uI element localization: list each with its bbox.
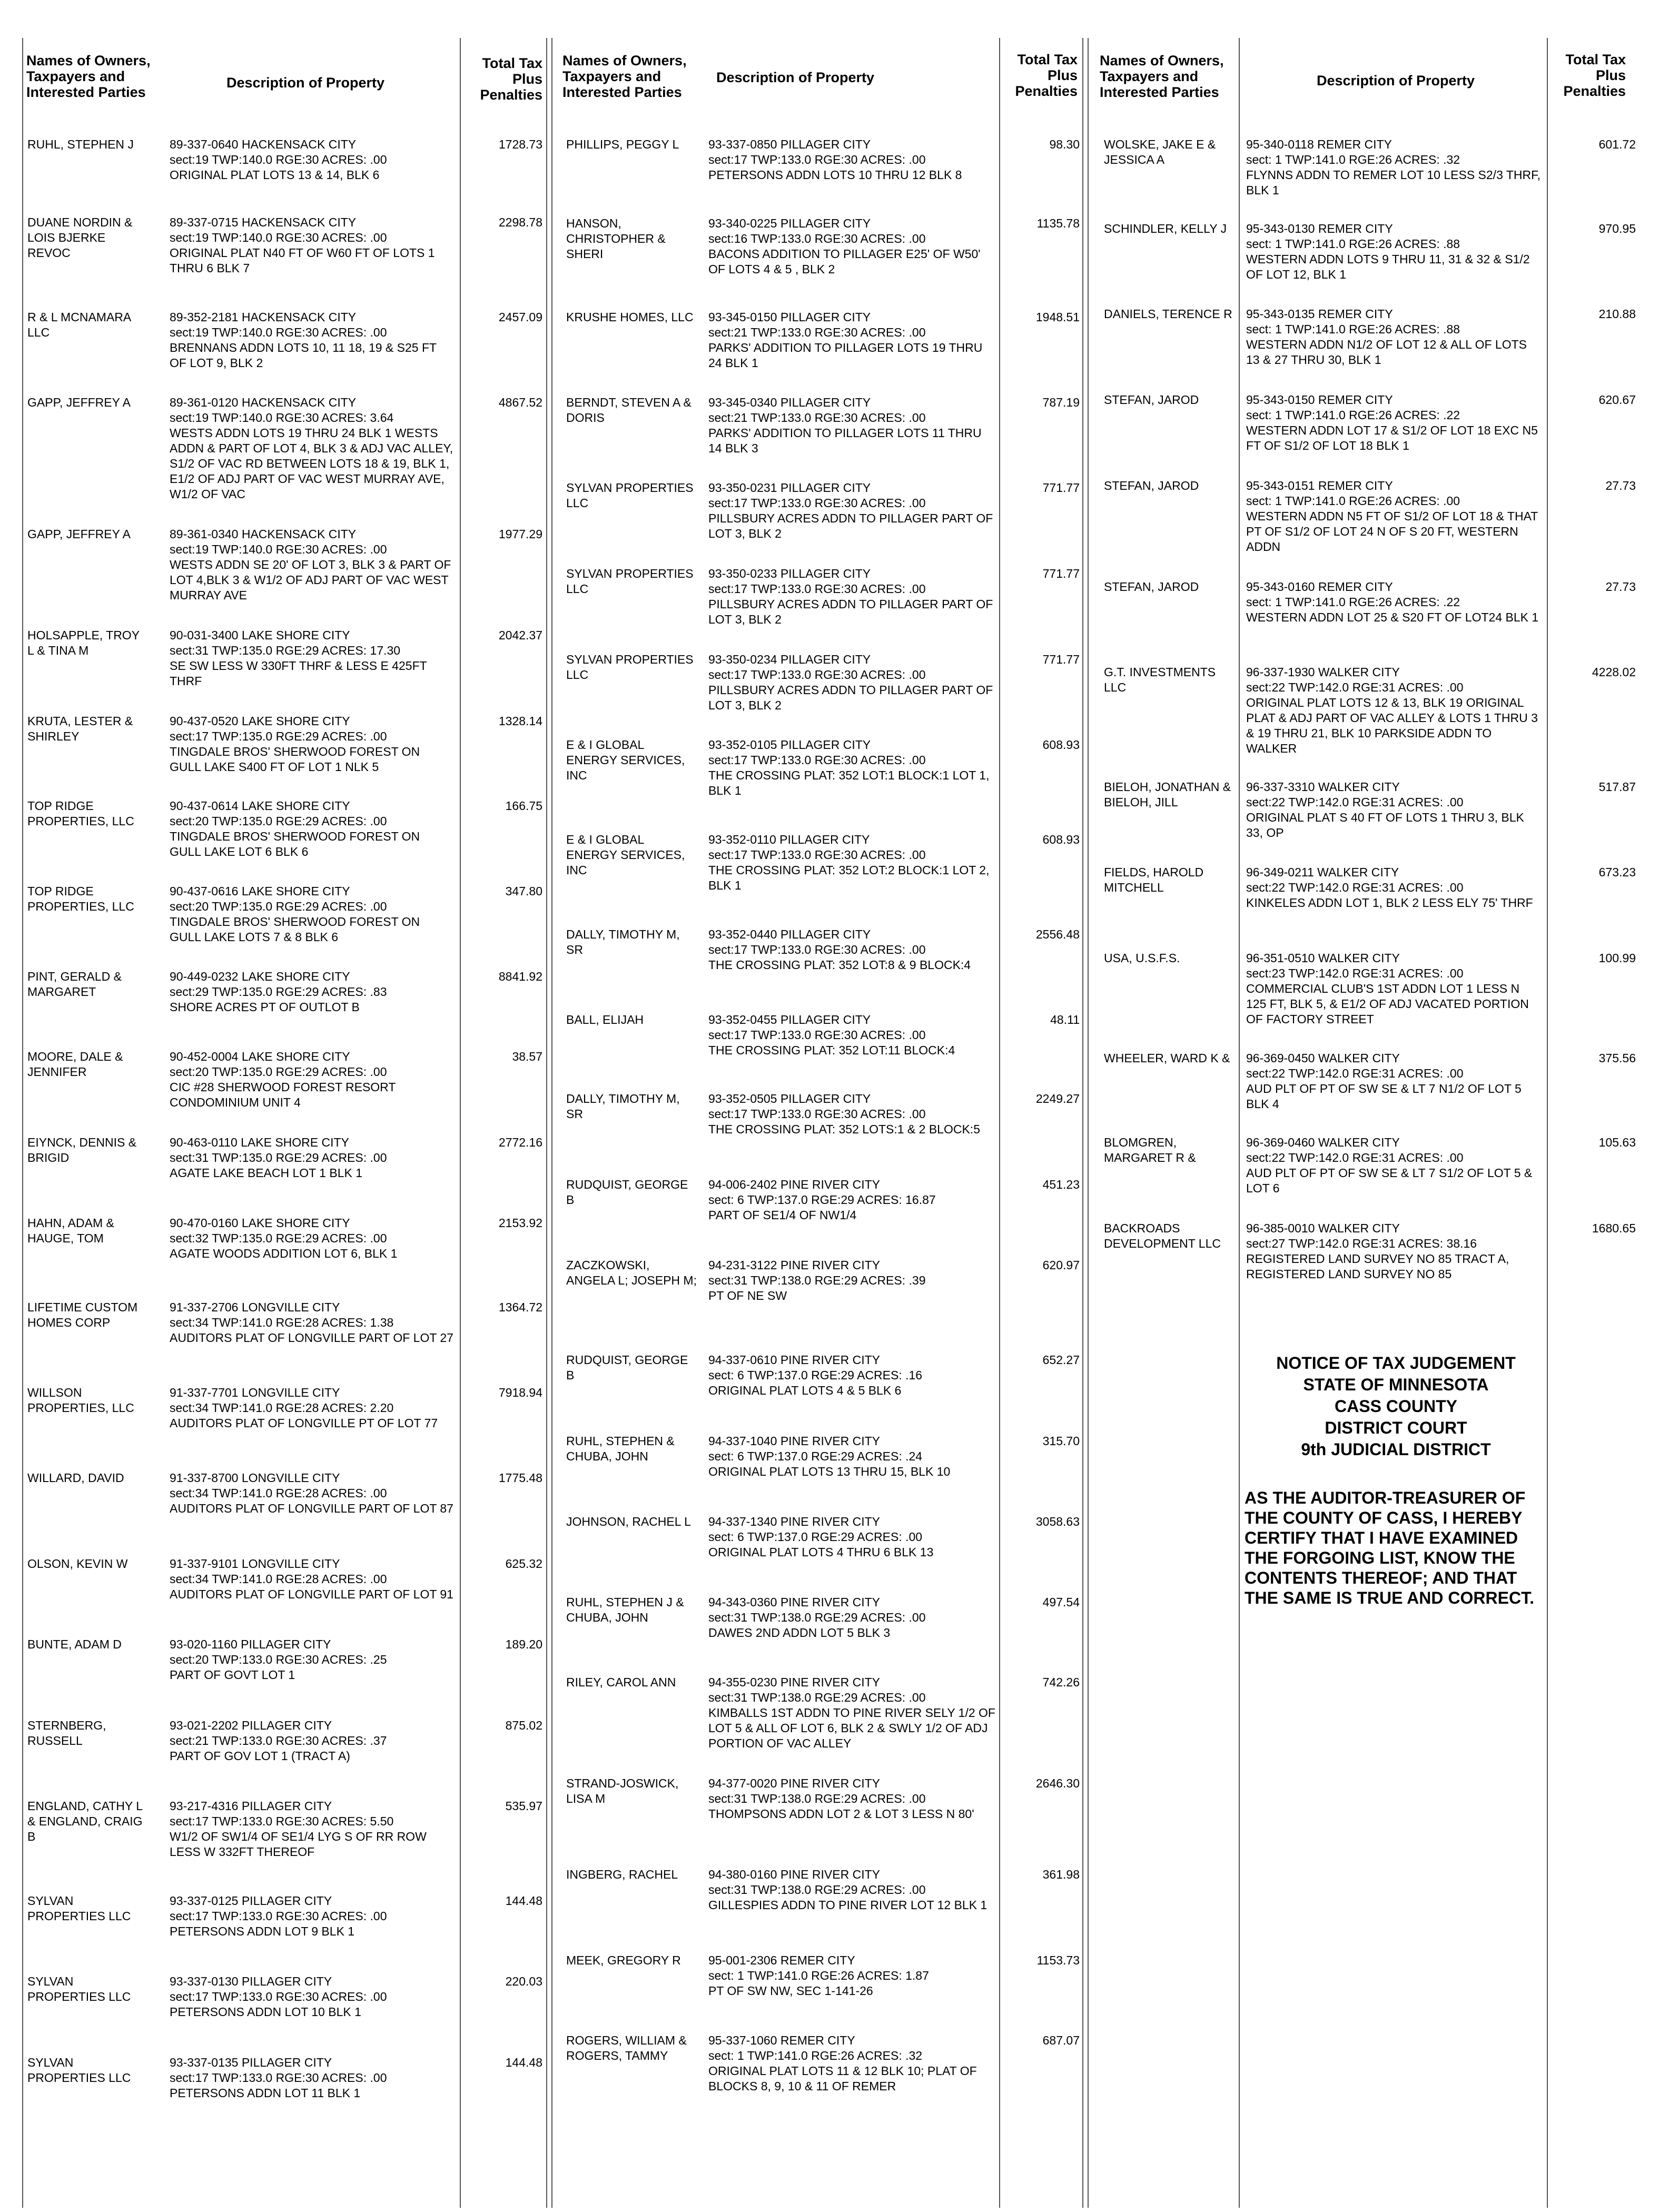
notice-title-line: CASS COUNTY <box>1335 1397 1457 1416</box>
owner-name: STRAND-JOSWICK, LISA M <box>566 1776 679 1805</box>
owner-name: GAPP, JEFFREY A <box>27 396 131 409</box>
property-description: 96-385-0010 WALKER CITY sect:27 TWP:142.0 RGE:31 ACRES: 38.16 REGISTERED LAND SURVEY NO 85 TRACT A, REGISTERED LAND SURVEY NO 85 <box>1246 1221 1509 1281</box>
owner-name: SYLVAN PROPERTIES LLC <box>566 567 694 596</box>
total-amount: 38.57 <box>512 1050 542 1063</box>
owner-name: RUHL, STEPHEN J <box>27 137 134 151</box>
property-description: 93-337-0135 PILLAGER CITY sect:17 TWP:133.0 RGE:30 ACRES: .00 PETERSONS ADDN LOT 11 BLK 1 <box>170 2056 387 2100</box>
property-description: 95-343-0135 REMER CITY sect: 1 TWP:141.0 RGE:26 ACRES: .88 WESTERN ADDN N1/2 OF LOT 12 & ALL OF LOTS 13 & 27 THRU 30, BLK 1 <box>1246 307 1527 367</box>
column-rule <box>1239 38 1240 2208</box>
owner-name: WOLSKE, JAKE E & JESSICA A <box>1104 137 1216 166</box>
total-amount: 100.99 <box>1598 951 1636 965</box>
owner-name: RUDQUIST, GEORGE B <box>566 1353 688 1382</box>
property-description: 90-031-3400 LAKE SHORE CITY sect:31 TWP:135.0 RGE:29 ACRES: 17.30 SE SW LESS W 330FT THRF & LESS E 425FT THRF <box>170 628 427 688</box>
property-description: 95-343-0130 REMER CITY sect: 1 TWP:141.0 RGE:26 ACRES: .88 WESTERN ADDN LOTS 9 THRU 11, 31 & 32 & S1/2 OF LOT 12, BLK 1 <box>1246 222 1530 281</box>
total-amount: 2249.27 <box>1035 1092 1080 1105</box>
owner-name: JOHNSON, RACHEL L <box>566 1515 691 1528</box>
property-description: 89-337-0640 HACKENSACK CITY sect:19 TWP:140.0 RGE:30 ACRES: .00 ORIGINAL PLAT LOTS 13 & 14, BLK 6 <box>170 137 387 182</box>
owner-name: DALLY, TIMOTHY M, SR <box>566 1092 680 1121</box>
owner-name: R & L MCNAMARA LLC <box>27 310 131 339</box>
property-description: 95-343-0151 REMER CITY sect: 1 TWP:141.0 RGE:26 ACRES: .00 WESTERN ADDN N5 FT OF S1/2 OF LOT 18 & THAT PT OF S1/2 OF LOT 24 N OF S 20 FT, WESTERN ADDN <box>1246 479 1538 554</box>
owner-name: GAPP, JEFFREY A <box>27 527 131 541</box>
total-amount: 601.72 <box>1598 137 1636 151</box>
total-amount: 771.77 <box>1042 567 1080 580</box>
property-description: 93-337-0125 PILLAGER CITY sect:17 TWP:133.0 RGE:30 ACRES: .00 PETERSONS ADDN LOT 9 BLK 1 <box>170 1894 387 1938</box>
owner-name: DALLY, TIMOTHY M, SR <box>566 927 680 956</box>
owner-name: SYLVAN PROPERTIES LLC <box>27 1974 131 2003</box>
total-amount: 2153.92 <box>498 1216 542 1230</box>
total-amount: 970.95 <box>1598 222 1636 235</box>
property-description: 94-337-0610 PINE RIVER CITY sect: 6 TWP:137.0 RGE:29 ACRES: .16 ORIGINAL PLAT LOTS 4 & 5 BLK 6 <box>708 1353 923 1397</box>
total-amount: 875.02 <box>505 1719 542 1732</box>
notice-title-line: NOTICE OF TAX JUDGEMENT <box>1276 1354 1516 1372</box>
owner-name: ENGLAND, CATHY L & ENGLAND, CRAIG B <box>27 1799 143 1843</box>
total-amount: 652.27 <box>1042 1353 1080 1367</box>
total-amount: 1328.14 <box>498 714 542 728</box>
header-total: Total Tax Plus Penalties <box>1563 52 1626 99</box>
property-description: 89-337-0715 HACKENSACK CITY sect:19 TWP:140.0 RGE:30 ACRES: .00 ORIGINAL PLAT N40 FT OF W60 FT OF LOTS 1 THRU 6 BLK 7 <box>170 215 435 275</box>
property-description: 95-337-1060 REMER CITY sect: 1 TWP:141.0 RGE:26 ACRES: .32 ORIGINAL PLAT LOTS 11 & 12 BLK 10; PLAT OF BLOCKS 8, 9, 10 & 11 OF REMER <box>708 2033 977 2093</box>
property-description: 94-337-1040 PINE RIVER CITY sect: 6 TWP:137.0 RGE:29 ACRES: .24 ORIGINAL PLAT LOTS 13 THRU 15, BLK 10 <box>708 1434 951 1478</box>
owner-name: MOORE, DALE & JENNIFER <box>27 1050 123 1079</box>
total-amount: 2457.09 <box>498 310 542 324</box>
property-description: 94-380-0160 PINE RIVER CITY sect:31 TWP:138.0 RGE:29 ACRES: .00 GILLESPIES ADDN TO PINE RIVER LOT 12 BLK 1 <box>708 1868 987 1912</box>
column-rule <box>460 38 461 2208</box>
property-description: 94-006-2402 PINE RIVER CITY sect: 6 TWP:137.0 RGE:29 ACRES: 16.87 PART OF SE1/4 OF NW1/4 <box>708 1178 936 1222</box>
total-amount: 2556.48 <box>1035 927 1080 941</box>
total-amount: 517.87 <box>1598 780 1636 794</box>
owner-name: MEEK, GREGORY R <box>566 1953 681 1967</box>
owner-name: E & I GLOBAL ENERGY SERVICES, INC <box>566 738 685 782</box>
owner-name: INGBERG, RACHEL <box>566 1868 678 1881</box>
owner-name: STEFAN, JAROD <box>1104 580 1199 594</box>
owner-name: SYLVAN PROPERTIES LLC <box>566 481 694 510</box>
total-amount: 144.48 <box>505 1894 542 1908</box>
owner-name: BALL, ELIJAH <box>566 1013 644 1026</box>
total-amount: 771.77 <box>1042 481 1080 495</box>
property-description: 93-345-0150 PILLAGER CITY sect:21 TWP:133.0 RGE:30 ACRES: .00 PARKS' ADDITION TO PILLAGER LOTS 19 THRU 24 BLK 1 <box>708 310 983 370</box>
property-description: 95-001-2306 REMER CITY sect: 1 TWP:141.0 RGE:26 ACRES: 1.87 PT OF SW NW, SEC 1-141-26 <box>708 1953 929 1998</box>
property-description: 94-377-0020 PINE RIVER CITY sect:31 TWP:138.0 RGE:29 ACRES: .00 THOMPSONS ADDN LOT 2 & LOT 3 LESS N 80' <box>708 1776 974 1821</box>
owner-name: BACKROADS DEVELOPMENT LLC <box>1104 1221 1221 1250</box>
total-amount: 1153.73 <box>1036 1953 1080 1967</box>
property-description: 91-337-2706 LONGVILLE CITY sect:34 TWP:141.0 RGE:28 ACRES: 1.38 AUDITORS PLAT OF LONGVILLE PART OF LOT 27 <box>170 1300 453 1345</box>
total-amount: 1680.65 <box>1592 1221 1636 1235</box>
property-description: 93-345-0340 PILLAGER CITY sect:21 TWP:133.0 RGE:30 ACRES: .00 PARKS' ADDITION TO PILLAGER LOTS 11 THRU 14 BLK 3 <box>708 396 982 455</box>
owner-name: HAHN, ADAM & HAUGE, TOM <box>27 1216 114 1245</box>
total-amount: 8841.92 <box>498 970 542 983</box>
property-description: 93-352-0110 PILLAGER CITY sect:17 TWP:133.0 RGE:30 ACRES: .00 THE CROSSING PLAT: 352 LOT:2 BLOCK:1 LOT 2, BLK 1 <box>708 833 990 892</box>
property-description: 90-463-0110 LAKE SHORE CITY sect:31 TWP:135.0 RGE:29 ACRES: .00 AGATE LAKE BEACH LOT 1 BLK 1 <box>170 1135 387 1180</box>
property-description: 93-352-0505 PILLAGER CITY sect:17 TWP:133.0 RGE:30 ACRES: .00 THE CROSSING PLAT: 352 LOTS:1 & 2 BLOCK:5 <box>708 1092 980 1136</box>
owner-name: FIELDS, HAROLD MITCHELL <box>1104 865 1204 894</box>
property-description: 94-355-0230 PINE RIVER CITY sect:31 TWP:138.0 RGE:29 ACRES: .00 KIMBALLS 1ST ADDN TO PINE RIVER SELY 1/2 OF LOT 5 & ALL OF LOT 6, BLK 2 & SWLY 1/2 OF ADJ PORTION OF VAC ALLEY <box>708 1675 995 1750</box>
total-amount: 1135.78 <box>1036 216 1080 230</box>
owner-name: LIFETIME CUSTOM HOMES CORP <box>27 1300 138 1329</box>
property-description: 91-337-7701 LONGVILLE CITY sect:34 TWP:141.0 RGE:28 ACRES: 2.20 AUDITORS PLAT OF LONGVILLE PT OF LOT 77 <box>170 1386 438 1430</box>
column-rule <box>551 38 552 2208</box>
property-description: 90-452-0004 LAKE SHORE CITY sect:20 TWP:135.0 RGE:29 ACRES: .00 CIC #28 SHERWOOD FOREST RESORT CONDOMINIUM UNIT 4 <box>170 1050 396 1109</box>
owner-name: WILLARD, DAVID <box>27 1471 124 1485</box>
property-description: 94-343-0360 PINE RIVER CITY sect:31 TWP:138.0 RGE:29 ACRES: .00 DAWES 2ND ADDN LOT 5 BLK 3 <box>708 1595 926 1640</box>
total-amount: 4867.52 <box>498 396 542 409</box>
property-description: 90-449-0232 LAKE SHORE CITY sect:29 TWP:135.0 RGE:29 ACRES: .83 SHORE ACRES PT OF OUTLOT B <box>170 970 387 1014</box>
total-amount: 27.73 <box>1605 580 1636 594</box>
owner-name: TOP RIDGE PROPERTIES, LLC <box>27 799 134 828</box>
total-amount: 105.63 <box>1598 1135 1636 1149</box>
owner-name: BIELOH, JONATHAN & BIELOH, JILL <box>1104 780 1231 809</box>
property-description: 96-369-0460 WALKER CITY sect:22 TWP:142.0 RGE:31 ACRES: .00 AUD PLT OF PT OF SW SE & LT 7 S1/2 OF LOT 5 & LOT 6 <box>1246 1135 1533 1195</box>
property-description: 90-437-0616 LAKE SHORE CITY sect:20 TWP:135.0 RGE:29 ACRES: .00 TINGDALE BROS' SHERWOOD FOREST ON GULL LAKE LOTS 7 & 8 BLK 6 <box>170 884 420 944</box>
property-description: 93-352-0455 PILLAGER CITY sect:17 TWP:133.0 RGE:30 ACRES: .00 THE CROSSING PLAT: 352 LOT:11 BLOCK:4 <box>708 1013 955 1057</box>
total-amount: 1948.51 <box>1035 310 1080 324</box>
property-description: 89-361-0120 HACKENSACK CITY sect:19 TWP:140.0 RGE:30 ACRES: 3.64 WESTS ADDN LOTS 19 THRU 24 BLK 1 WESTS ADDN & PART OF LOT 4, BLK 3 & ADJ VAC ALLEY, S1/2 OF VAC RD BETWEEN LOTS 18 & 19, BLK 1, E1/2 OF ADJ PART OF VAC WEST MURRAY AVE, W1/2 OF VAC <box>170 396 453 501</box>
property-description: 93-337-0850 PILLAGER CITY sect:17 TWP:133.0 RGE:30 ACRES: .00 PETERSONS ADDN LOTS 10 THRU 12 BLK 8 <box>708 137 962 182</box>
owner-name: PHILLIPS, PEGGY L <box>566 137 679 151</box>
property-description: 90-437-0520 LAKE SHORE CITY sect:17 TWP:135.0 RGE:29 ACRES: .00 TINGDALE BROS' SHERWOOD FOREST ON GULL LAKE S400 FT OF LOT 1 NLK 5 <box>170 714 420 774</box>
total-amount: 2298.78 <box>498 215 542 229</box>
total-amount: 166.75 <box>505 799 542 813</box>
owner-name: SCHINDLER, KELLY J <box>1104 222 1227 235</box>
notice-title-line: STATE OF MINNESOTA <box>1303 1375 1489 1394</box>
total-amount: 1977.29 <box>498 527 542 541</box>
total-amount: 347.80 <box>505 884 542 898</box>
header-owners: Names of Owners, Taxpayers and Interested Parties <box>26 53 151 100</box>
total-amount: 48.11 <box>1050 1013 1080 1026</box>
property-description: 93-352-0440 PILLAGER CITY sect:17 TWP:133.0 RGE:30 ACRES: .00 THE CROSSING PLAT: 352 LOT:8 & 9 BLOCK:4 <box>708 927 971 972</box>
column-rule <box>1088 38 1089 2208</box>
total-amount: 673.23 <box>1598 865 1636 879</box>
owner-name: WHEELER, WARD K & <box>1104 1051 1230 1065</box>
total-amount: 2042.37 <box>498 628 542 642</box>
total-amount: 315.70 <box>1042 1434 1080 1448</box>
property-description: 96-337-3310 WALKER CITY sect:22 TWP:142.0 RGE:31 ACRES: .00 ORIGINAL PLAT S 40 FT OF LOTS 1 THRU 3, BLK 33, OP <box>1246 780 1524 840</box>
owner-name: KRUSHE HOMES, LLC <box>566 310 694 324</box>
tax-judgement-notice <box>1245 1352 1547 1608</box>
total-amount: 2772.16 <box>498 1135 542 1149</box>
owner-name: E & I GLOBAL ENERGY SERVICES, INC <box>566 833 685 877</box>
total-amount: 1364.72 <box>498 1300 542 1314</box>
header-owners: Names of Owners, Taxpayers and Interested Parties <box>1100 53 1224 100</box>
total-amount: 620.97 <box>1042 1258 1080 1272</box>
owner-name: RUDQUIST, GEORGE B <box>566 1178 688 1207</box>
owner-name: OLSON, KEVIN W <box>27 1557 128 1571</box>
header-owners: Names of Owners, Taxpayers and Interested Parties <box>562 53 687 100</box>
property-description: 96-351-0510 WALKER CITY sect:23 TWP:142.0 RGE:31 ACRES: .00 COMMERCIAL CLUB'S 1ST ADDN LOT 1 LESS N 125 FT, BLK 5, & E1/2 OF ADJ VACATED PORTION OF FACTORY STREET <box>1246 951 1529 1026</box>
owner-name: HANSON, CHRISTOPHER & SHERI <box>566 216 666 261</box>
owner-name: RUHL, STEPHEN & CHUBA, JOHN <box>566 1434 675 1463</box>
total-amount: 98.30 <box>1049 137 1080 151</box>
owner-name: DUANE NORDIN & LOIS BJERKE REVOC <box>27 215 133 260</box>
property-description: 96-337-1930 WALKER CITY sect:22 TWP:142.0 RGE:31 ACRES: .00 ORIGINAL PLAT LOTS 12 & 13, BLK 19 ORIGINAL PLAT & ADJ PART OF VAC ALLEY & LOTS 1 THRU 3 & 19 THRU 21, BLK 10 PARKSIDE ADDN TO WALKER <box>1246 665 1538 755</box>
property-description: 96-349-0211 WALKER CITY sect:22 TWP:142.0 RGE:31 ACRES: .00 KINKELES ADDN LOT 1, BLK 2 LESS ELY 75' THRF <box>1246 865 1533 910</box>
total-amount: 3058.63 <box>1035 1515 1080 1528</box>
total-amount: 27.73 <box>1605 479 1636 492</box>
owner-name: BUNTE, ADAM D <box>27 1637 122 1651</box>
property-description: 95-343-0150 REMER CITY sect: 1 TWP:141.0 RGE:26 ACRES: .22 WESTERN ADDN LOT 17 & S1/2 OF LOT 18 EXC N5 FT OF S1/2 OF LOT 18 BLK 1 <box>1246 393 1538 452</box>
owner-name: ROGERS, WILLIAM & ROGERS, TAMMY <box>566 2033 687 2062</box>
property-description: 93-350-0231 PILLAGER CITY sect:17 TWP:133.0 RGE:30 ACRES: .00 PILLSBURY ACRES ADDN TO PILLAGER PART OF LOT 3, BLK 2 <box>708 481 993 540</box>
total-amount: 189.20 <box>505 1637 542 1651</box>
owner-name: USA, U.S.F.S. <box>1104 951 1180 965</box>
notice-title-line: 9th JUDICIAL DISTRICT <box>1301 1440 1491 1459</box>
total-amount: 1775.48 <box>498 1471 542 1485</box>
owner-name: SYLVAN PROPERTIES LLC <box>566 653 694 682</box>
column-rule <box>22 38 23 2208</box>
owner-name: HOLSAPPLE, TROY L & TINA M <box>27 628 140 657</box>
total-amount: 608.93 <box>1042 738 1080 752</box>
total-amount: 687.07 <box>1042 2033 1080 2047</box>
total-amount: 451.23 <box>1042 1178 1080 1191</box>
column-rule <box>1082 38 1083 2208</box>
property-description: 93-337-0130 PILLAGER CITY sect:17 TWP:133.0 RGE:30 ACRES: .00 PETERSONS ADDN LOT 10 BLK 1 <box>170 1974 387 2019</box>
owner-name: SYLVAN PROPERTIES LLC <box>27 2056 131 2085</box>
property-description: 93-021-2202 PILLAGER CITY sect:21 TWP:133.0 RGE:30 ACRES: .37 PART OF GOV LOT 1 (TRACT A) <box>170 1719 387 1763</box>
total-amount: 4228.02 <box>1592 665 1636 679</box>
property-description: 93-340-0225 PILLAGER CITY sect:16 TWP:133.0 RGE:30 ACRES: .00 BACONS ADDITION TO PILLAGER E25' OF W50' OF LOTS 4 & 5 , BLK 2 <box>708 216 981 276</box>
property-description: 93-217-4316 PILLAGER CITY sect:17 TWP:133.0 RGE:30 ACRES: 5.50 W1/2 OF SW1/4 OF SE1/4 LYG S OF RR ROW LESS W 332FT THEREOF <box>170 1799 427 1859</box>
total-amount: 220.03 <box>505 1974 542 1988</box>
header-description: Description of Property <box>1316 73 1475 88</box>
property-description: 89-352-2181 HACKENSACK CITY sect:19 TWP:140.0 RGE:30 ACRES: .00 BRENNANS ADDN LOTS 10, 11 18, 19 & S25 FT OF LOT 9, BLK 2 <box>170 310 437 370</box>
owner-name: STEFAN, JAROD <box>1104 393 1199 407</box>
owner-name: DANIELS, TERENCE R <box>1104 307 1232 321</box>
total-amount: 1728.73 <box>498 137 542 151</box>
property-description: 91-337-9101 LONGVILLE CITY sect:34 TWP:141.0 RGE:28 ACRES: .00 AUDITORS PLAT OF LONGVILLE PART OF LOT 91 <box>170 1557 453 1601</box>
notice-title-line: DISTRICT COURT <box>1325 1418 1467 1437</box>
total-amount: 535.97 <box>505 1799 542 1813</box>
property-description: 94-231-3122 PINE RIVER CITY sect:31 TWP:138.0 RGE:29 ACRES: .39 PT OF NE SW <box>708 1258 926 1302</box>
property-description: 91-337-8700 LONGVILLE CITY sect:34 TWP:141.0 RGE:28 ACRES: .00 AUDITORS PLAT OF LONGVILLE PART OF LOT 87 <box>170 1471 453 1515</box>
total-amount: 787.19 <box>1042 396 1080 409</box>
owner-name: G.T. INVESTMENTS LLC <box>1104 665 1216 694</box>
total-amount: 608.93 <box>1042 833 1080 846</box>
total-amount: 210.88 <box>1598 307 1636 321</box>
total-amount: 620.67 <box>1598 393 1636 407</box>
total-amount: 375.56 <box>1598 1051 1636 1065</box>
property-description: 93-350-0234 PILLAGER CITY sect:17 TWP:133.0 RGE:30 ACRES: .00 PILLSBURY ACRES ADDN TO PILLAGER PART OF LOT 3, BLK 2 <box>708 653 993 712</box>
owner-name: KRUTA, LESTER & SHIRLEY <box>27 714 133 743</box>
property-description: 93-020-1160 PILLAGER CITY sect:20 TWP:133.0 RGE:30 ACRES: .25 PART OF GOVT LOT 1 <box>170 1637 387 1682</box>
owner-name: PINT, GERALD & MARGARET <box>27 970 122 999</box>
total-amount: 742.26 <box>1042 1675 1080 1689</box>
owner-name: RUHL, STEPHEN J & CHUBA, JOHN <box>566 1595 684 1624</box>
owner-name: STEFAN, JAROD <box>1104 479 1199 492</box>
owner-name: BERNDT, STEVEN A & DORIS <box>566 396 692 424</box>
header-total: Total Tax Plus Penalties <box>1015 52 1078 99</box>
owner-name: RILEY, CAROL ANN <box>566 1675 676 1689</box>
property-description: 90-470-0160 LAKE SHORE CITY sect:32 TWP:135.0 RGE:29 ACRES: .00 AGATE WOODS ADDITION LOT 6, BLK 1 <box>170 1216 398 1260</box>
header-description: Description of Property <box>716 70 875 85</box>
owner-name: STERNBERG, RUSSELL <box>27 1719 106 1747</box>
total-amount: 625.32 <box>505 1557 542 1571</box>
owner-name: SYLVAN PROPERTIES LLC <box>27 1894 131 1923</box>
notice-certification: AS THE AUDITOR-TREASURER OF THE COUNTY OF CASS, I HEREBY CERTIFY THAT I HAVE EXAMINED THE FORGOING LIST, KNOW THE CONTENTS THEREOF; AND THAT THE SAME IS TRUE AND CORRECT. <box>1245 1488 1534 1607</box>
property-description: 95-340-0118 REMER CITY sect: 1 TWP:141.0 RGE:26 ACRES: .32 FLYNNS ADDN TO REMER LOT 10 LESS S2/3 THRF, BLK 1 <box>1246 137 1540 197</box>
total-amount: 497.54 <box>1042 1595 1080 1609</box>
total-amount: 2646.30 <box>1035 1776 1080 1790</box>
property-description: 94-337-1340 PINE RIVER CITY sect: 6 TWP:137.0 RGE:29 ACRES: .00 ORIGINAL PLAT LOTS 4 THRU 6 BLK 13 <box>708 1515 934 1559</box>
header-total: Total Tax Plus Penalties <box>480 55 542 103</box>
property-description: 95-343-0160 REMER CITY sect: 1 TWP:141.0 RGE:26 ACRES: .22 WESTERN ADDN LOT 25 & S20 FT OF LOT24 BLK 1 <box>1246 580 1539 624</box>
owner-name: TOP RIDGE PROPERTIES, LLC <box>27 884 134 913</box>
property-description: 93-352-0105 PILLAGER CITY sect:17 TWP:133.0 RGE:30 ACRES: .00 THE CROSSING PLAT: 352 LOT:1 BLOCK:1 LOT 1, BLK 1 <box>708 738 990 797</box>
column-rule <box>1547 38 1548 2208</box>
owner-name: BLOMGREN, MARGARET R & <box>1104 1135 1196 1164</box>
column-rule <box>999 38 1000 2208</box>
total-amount: 771.77 <box>1042 653 1080 666</box>
property-description: 89-361-0340 HACKENSACK CITY sect:19 TWP:140.0 RGE:30 ACRES: .00 WESTS ADDN SE 20' OF LOT 3, BLK 3 & PART OF LOT 4,BLK 3 & W1/2 OF ADJ PART OF VAC WEST MURRAY AVE <box>170 527 451 602</box>
total-amount: 361.98 <box>1042 1868 1080 1881</box>
total-amount: 7918.94 <box>498 1386 542 1399</box>
total-amount: 144.48 <box>505 2056 542 2069</box>
owner-name: WILLSON PROPERTIES, LLC <box>27 1386 134 1415</box>
header-description: Description of Property <box>226 75 385 91</box>
property-description: 93-350-0233 PILLAGER CITY sect:17 TWP:133.0 RGE:30 ACRES: .00 PILLSBURY ACRES ADDN TO PILLAGER PART OF LOT 3, BLK 2 <box>708 567 993 626</box>
property-description: 96-369-0450 WALKER CITY sect:22 TWP:142.0 RGE:31 ACRES: .00 AUD PLT OF PT OF SW SE & LT 7 N1/2 OF LOT 5 BLK 4 <box>1246 1051 1522 1111</box>
owner-name: ZACZKOWSKI, ANGELA L; JOSEPH M; <box>566 1258 697 1287</box>
property-description: 90-437-0614 LAKE SHORE CITY sect:20 TWP:135.0 RGE:29 ACRES: .00 TINGDALE BROS' SHERWOOD FOREST ON GULL LAKE LOT 6 BLK 6 <box>170 799 420 858</box>
column-rule <box>546 38 547 2208</box>
owner-name: EIYNCK, DENNIS & BRIGID <box>27 1135 137 1164</box>
